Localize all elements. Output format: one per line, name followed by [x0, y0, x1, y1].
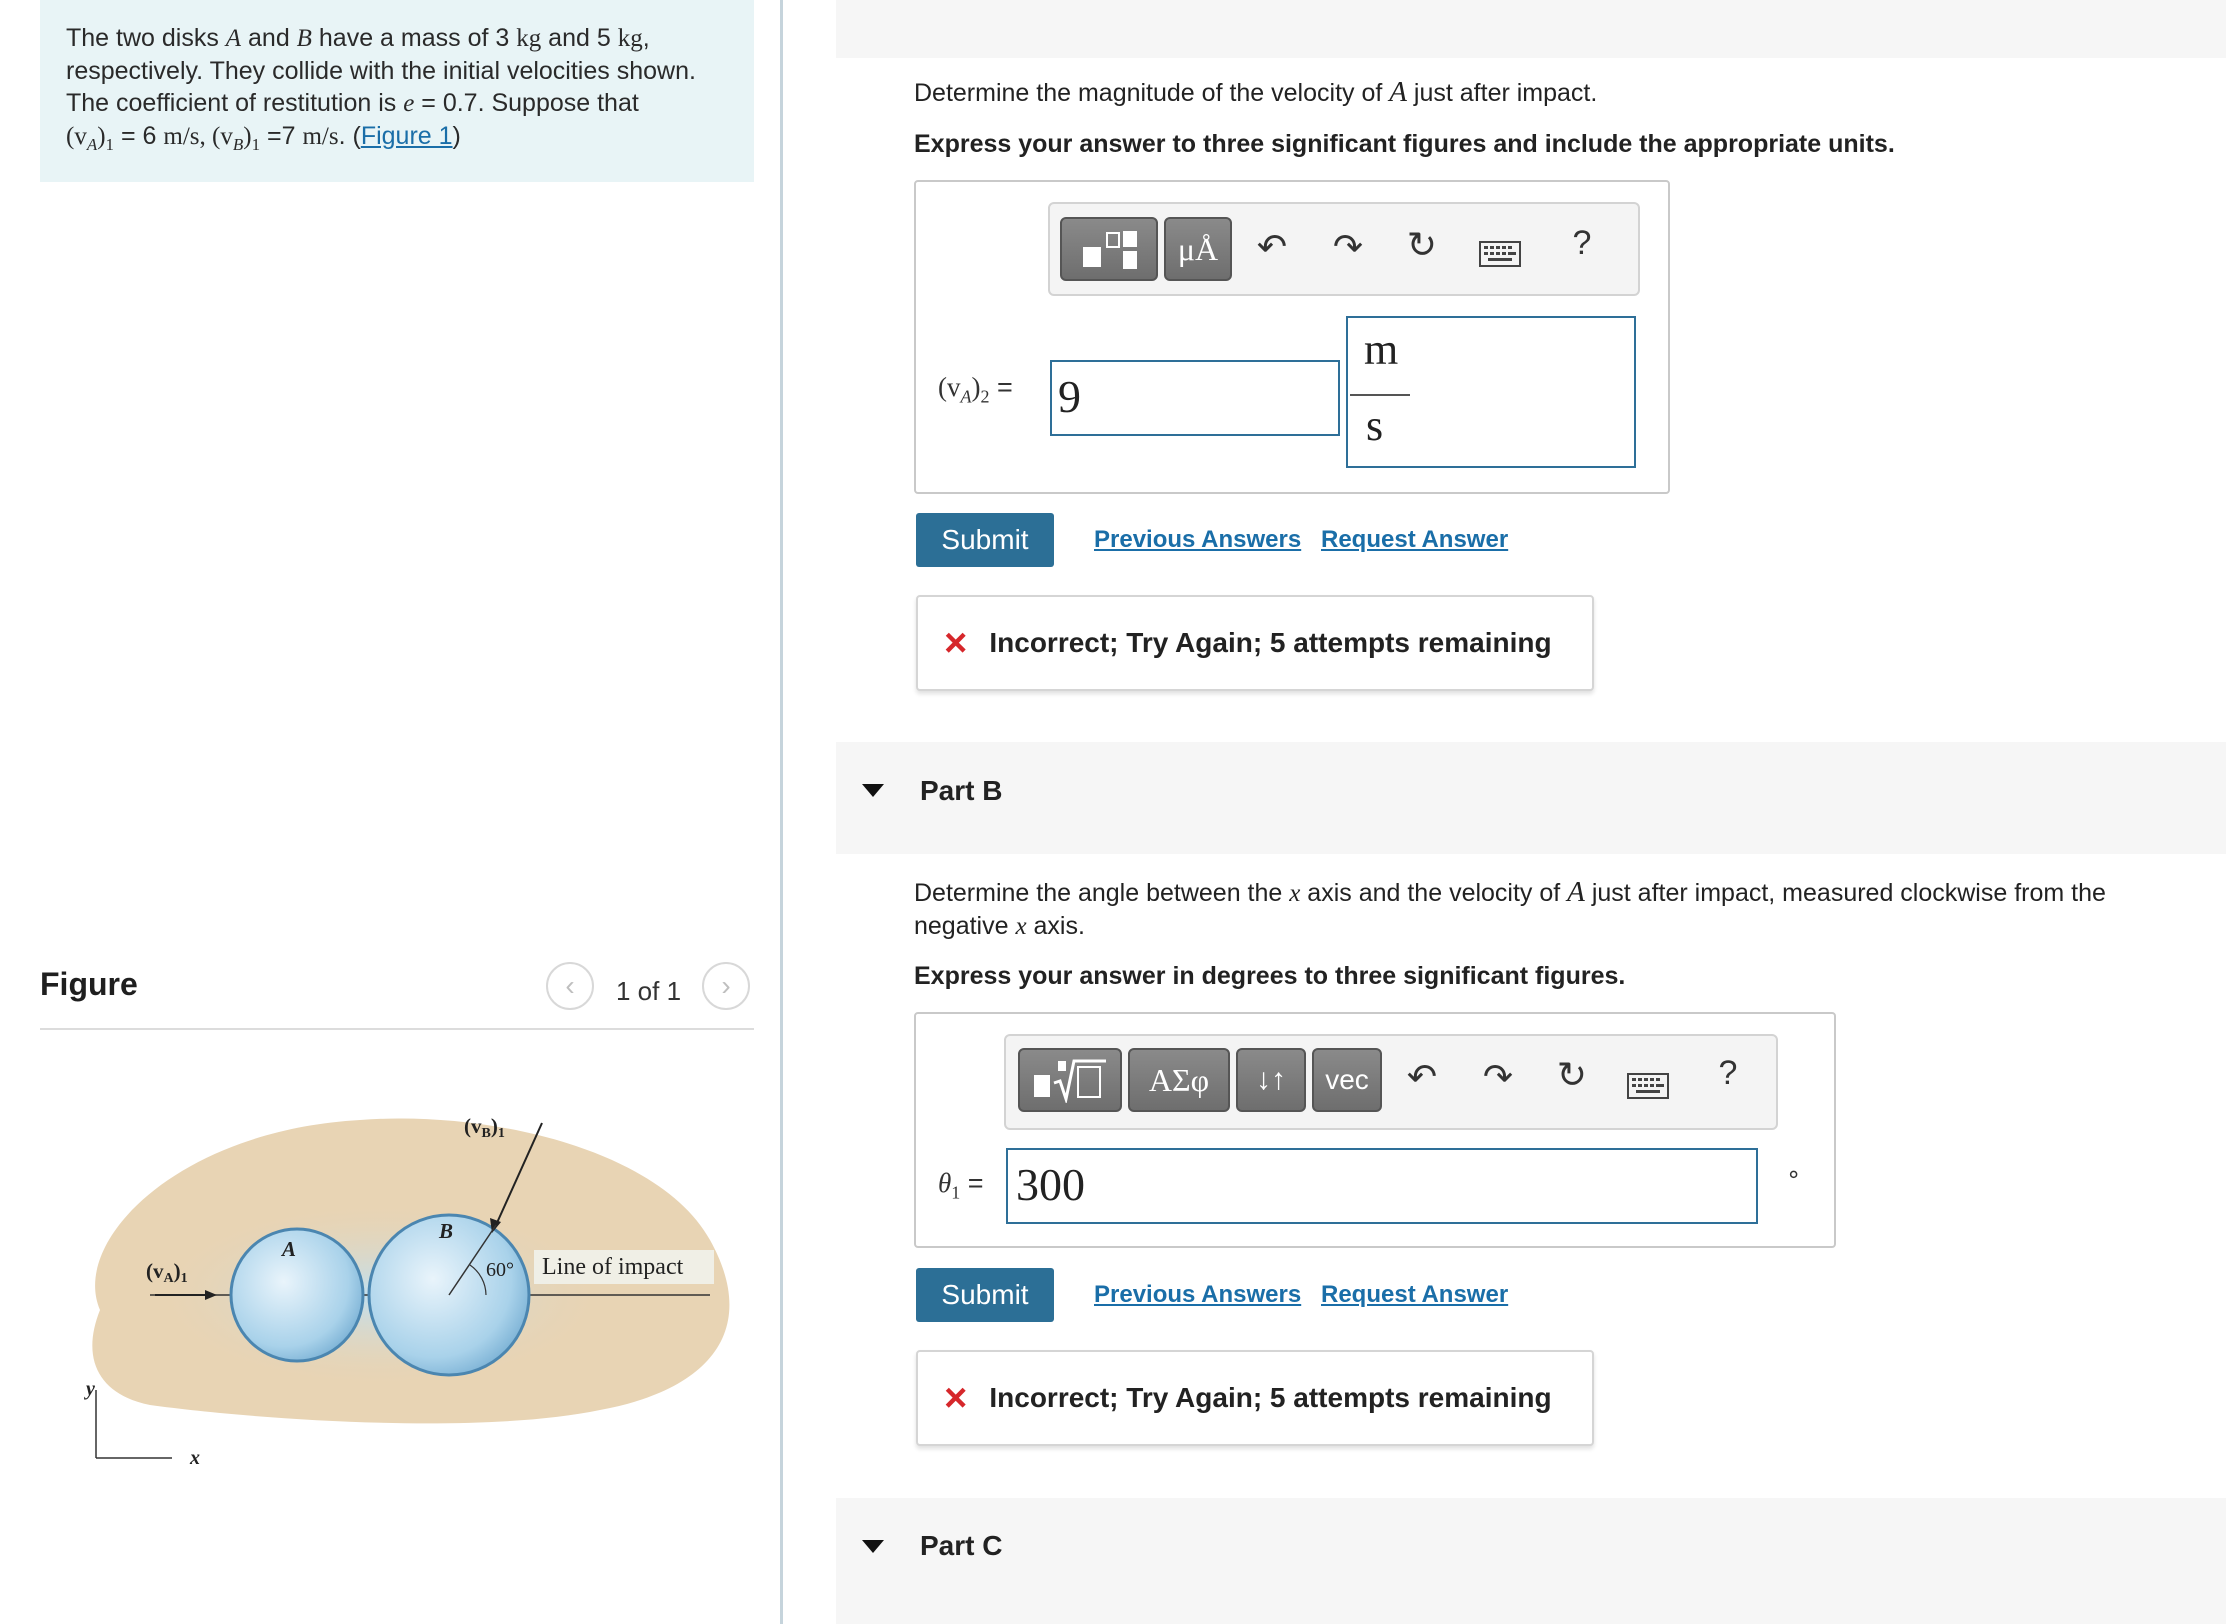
units-button[interactable]: μÅ — [1164, 217, 1232, 281]
chevron-right-icon: › — [721, 970, 731, 1001]
figure-title: Figure — [40, 966, 138, 1002]
pane-divider[interactable] — [780, 0, 783, 1624]
part-b-toolbar — [1004, 1034, 1778, 1130]
figure-prev-button[interactable] — [546, 962, 594, 1010]
arrows-button[interactable]: ↓↑ — [1236, 1048, 1306, 1112]
figure-next-button[interactable] — [702, 962, 750, 1010]
part-b-question: Determine the angle between the x axis and the velocity of A just after impact, measured clockwise from the negative x axis. — [914, 876, 2106, 940]
part-a-instruction: Express your answer to three significant figures and include the appropriate units. — [914, 130, 1895, 158]
label-disk-b: B — [439, 1219, 454, 1243]
part-a-previous-answers-link[interactable]: Previous Answers — [1094, 526, 1302, 553]
templates-button[interactable] — [1018, 1048, 1122, 1112]
undo-icon[interactable]: ↶ — [1256, 226, 1288, 267]
keyboard-icon[interactable] — [1478, 234, 1522, 276]
templates-radical-icon — [1032, 1057, 1108, 1103]
keyboard-icon[interactable] — [1626, 1066, 1670, 1108]
label-va1: (vA)1 — [146, 1259, 188, 1286]
part-a-question: Determine the magnitude of the velocity of A just after impact. — [914, 76, 1598, 108]
help-button[interactable]: ? — [1572, 224, 1592, 262]
label-axis-x: x — [190, 1447, 200, 1469]
figure-counter: 1 of 1 — [616, 976, 682, 1006]
part-a-feedback: × Incorrect; Try Again; 5 attempts remaining — [916, 595, 1594, 691]
redo-icon[interactable]: ↷ — [1482, 1056, 1514, 1097]
error-x-icon: × — [944, 1375, 968, 1420]
part-a-toolbar — [1048, 202, 1640, 296]
part-a-submit-button[interactable]: Submit — [916, 513, 1054, 567]
reset-icon[interactable]: ↻ — [1556, 1054, 1588, 1095]
part-a-request-answer-link[interactable]: Request Answer — [1321, 526, 1509, 553]
collision-figure — [60, 1090, 740, 1520]
undo-icon[interactable]: ↶ — [1406, 1056, 1438, 1097]
collapse-caret-icon[interactable] — [862, 784, 884, 797]
part-b-request-answer-link[interactable]: Request Answer — [1321, 1281, 1509, 1308]
help-button[interactable]: ? — [1718, 1054, 1738, 1092]
templates-icon — [1079, 227, 1139, 271]
part-a-variable-label: $(v_A)_2$ = — [938, 372, 1013, 407]
part-b-title: Part B — [920, 775, 1003, 806]
vector-button[interactable]: vec — [1312, 1048, 1382, 1112]
error-x-icon: × — [944, 620, 968, 665]
label-axis-y: y — [86, 1378, 95, 1400]
part-a-value-input[interactable]: 9 — [1050, 360, 1340, 436]
greek-button[interactable]: ΑΣφ — [1128, 1048, 1230, 1112]
part-a-units-input[interactable]: m s — [1346, 316, 1636, 468]
figure-divider — [40, 1028, 754, 1030]
part-b-feedback: × Incorrect; Try Again; 5 attempts remaining — [916, 1350, 1594, 1446]
problem-statement: The two disks A and B have a mass of 3 kg and 5 kg, respectively. They collide with the initial velocities shown. The coefficient of restitution is e = 0.7. Suppose that $(v_A)_1 = 6$ m/s, $(v_B)_1 =7$ m/s. (Figure 1) — [66, 24, 696, 154]
degree-unit: ∘ — [1786, 1161, 1802, 1188]
fraction-bar — [1350, 394, 1410, 396]
reset-icon[interactable]: ↻ — [1406, 224, 1438, 265]
part-b-header[interactable] — [836, 742, 2226, 854]
figure-link[interactable]: Figure 1 — [360, 122, 453, 150]
redo-icon[interactable]: ↷ — [1332, 226, 1364, 267]
part-a-header-band — [836, 0, 2226, 58]
part-c-title: Part C — [920, 1530, 1003, 1561]
chevron-left-icon: ‹ — [565, 970, 575, 1001]
collapse-caret-icon[interactable] — [862, 1540, 884, 1553]
disk-a — [231, 1229, 363, 1361]
part-b-previous-answers-link[interactable]: Previous Answers — [1094, 1281, 1302, 1308]
part-c-header[interactable] — [836, 1498, 2226, 1624]
label-angle: 60° — [486, 1259, 514, 1281]
label-vb1: (vB)1 — [464, 1114, 505, 1141]
part-b-variable-label: $\theta_1$ = — [938, 1168, 984, 1203]
templates-button[interactable] — [1060, 217, 1158, 281]
label-disk-a: A — [282, 1237, 297, 1261]
label-line-of-impact: Line of impact — [542, 1254, 684, 1280]
part-b-submit-button[interactable]: Submit — [916, 1268, 1054, 1322]
part-b-value-input[interactable]: 300 — [1006, 1148, 1758, 1224]
part-b-instruction: Express your answer in degrees to three significant figures. — [914, 962, 1626, 990]
